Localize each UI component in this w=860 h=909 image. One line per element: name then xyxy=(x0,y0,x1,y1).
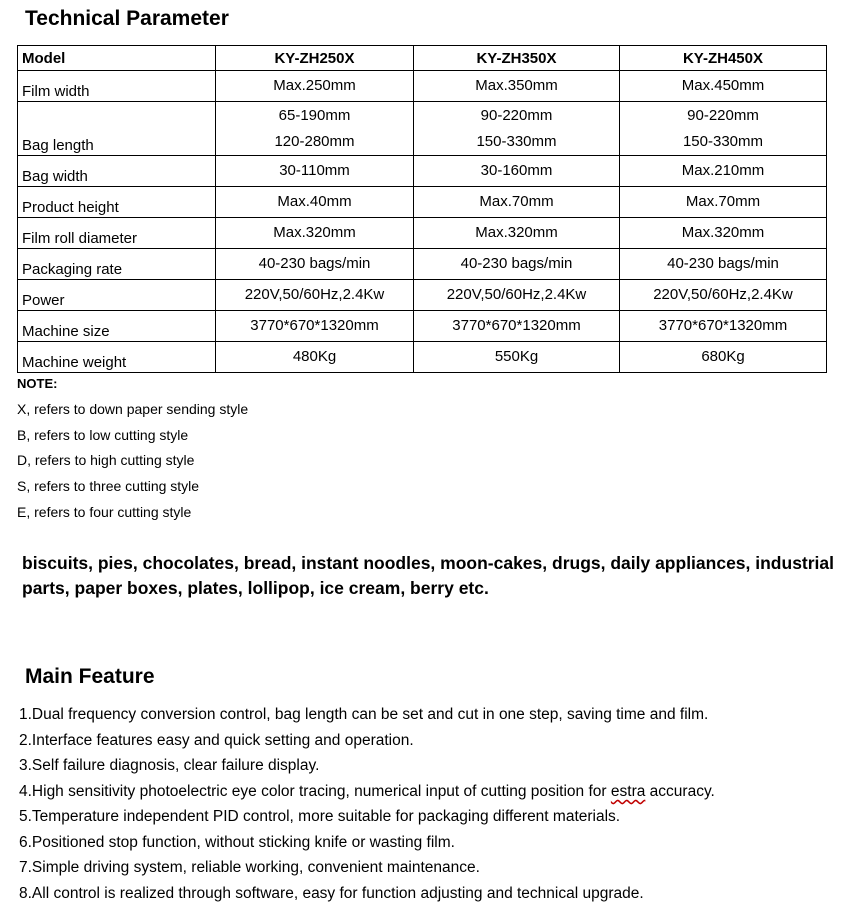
feature-item: 8.All control is realized through software, easy for function adjusting and technical upgrade. xyxy=(19,885,644,902)
column-header-ky-zh350x: KY-ZH350X xyxy=(414,46,620,71)
feature-item: 7.Simple driving system, reliable working, convenient maintenance. xyxy=(19,859,480,876)
spec-cell-value: 65-190mm xyxy=(278,106,351,124)
spec-cell xyxy=(414,280,620,311)
spec-cell-value: Max.320mm xyxy=(475,224,558,241)
spec-cell-value: 40-230 bags/min xyxy=(667,255,779,272)
spec-cell-value: 3770*670*1320mm xyxy=(452,317,581,334)
spec-row-label: Bag width xyxy=(18,156,216,187)
note-item: E, refers to four cutting style xyxy=(17,504,192,520)
spec-row-label: Product height xyxy=(18,187,216,218)
spec-cell xyxy=(216,156,414,187)
spec-cell-value: 150-330mm xyxy=(682,132,764,150)
spec-cell xyxy=(414,102,620,156)
misspelled-word: estra xyxy=(610,783,646,800)
spec-cell-value: 40-230 bags/min xyxy=(460,255,573,272)
spec-row-label: Packaging rate xyxy=(18,249,216,280)
spec-cell-value: Max.250mm xyxy=(273,77,356,94)
spec-cell xyxy=(216,311,414,342)
spec-row-label: Bag length xyxy=(18,102,216,156)
spec-row xyxy=(18,249,827,280)
spec-row xyxy=(18,280,827,311)
spec-cell xyxy=(620,311,827,342)
spec-table xyxy=(17,45,827,373)
spec-row-label: Machine size xyxy=(18,311,216,342)
note-item: S, refers to three cutting style xyxy=(17,478,200,494)
spec-cell xyxy=(620,156,827,187)
spec-cell xyxy=(620,187,827,218)
feature-item: 5.Temperature independent PID control, more suitable for packaging different materials. xyxy=(19,808,621,825)
spec-cell xyxy=(216,249,414,280)
spec-row xyxy=(18,218,827,249)
spec-cell-value: Max.350mm xyxy=(475,77,558,94)
spec-cell xyxy=(620,280,827,311)
spec-cell-value: 220V,50/60Hz,2.4Kw xyxy=(446,286,587,303)
spec-row-label: Power xyxy=(18,280,216,311)
spec-row-label: Film roll diameter xyxy=(18,218,216,249)
spec-cell xyxy=(414,311,620,342)
note-item: X, refers to down paper sending style xyxy=(17,401,249,417)
spec-cell-value: 90-220mm xyxy=(687,106,759,124)
spec-row-label: Film width xyxy=(18,71,216,102)
note-item: B, refers to low cutting style xyxy=(17,427,189,443)
spec-row xyxy=(18,311,827,342)
spec-cell xyxy=(620,102,827,156)
spec-cell xyxy=(414,342,620,373)
spec-cell-value: Max.70mm xyxy=(479,193,554,210)
spec-cell xyxy=(216,342,414,373)
spec-row xyxy=(18,156,827,187)
note-item: D, refers to high cutting style xyxy=(17,452,195,468)
spec-cell xyxy=(620,249,827,280)
spec-cell xyxy=(414,71,620,102)
technical-parameter-title: Technical Parameter xyxy=(25,7,229,30)
spec-cell-value: 120-280mm xyxy=(274,132,355,150)
spec-row xyxy=(18,71,827,102)
spec-row xyxy=(18,342,827,373)
spec-cell-value: 220V,50/60Hz,2.4Kw xyxy=(244,286,385,303)
spec-cell xyxy=(620,342,827,373)
spec-cell-value: 30-110mm xyxy=(279,162,350,179)
feature-item: 2.Interface features easy and quick setting and operation. xyxy=(19,732,414,749)
spec-cell-value: Max.320mm xyxy=(681,224,765,241)
column-header-ky-zh250x: KY-ZH250X xyxy=(216,46,414,71)
spec-cell xyxy=(620,71,827,102)
applications-text: biscuits, pies, chocolates, bread, instant noodles, moon-cakes, drugs, daily appliances, industrial parts, paper boxes, plates, lollipop, ice cream, berry etc. xyxy=(22,553,835,598)
spec-cell-value: 220V,50/60Hz,2.4Kw xyxy=(653,286,793,303)
spec-cell xyxy=(216,187,414,218)
feature-item: 6.Positioned stop function, without sticking knife or wasting film. xyxy=(19,834,455,851)
spec-cell-value: Max.210mm xyxy=(681,162,765,179)
spec-cell-value: Max.40mm xyxy=(277,193,352,210)
feature-item: 1.Dual frequency conversion control, bag length can be set and cut in one step, saving time and film. xyxy=(19,706,709,723)
spec-cell xyxy=(414,218,620,249)
spec-cell-value: 40-230 bags/min xyxy=(258,255,371,272)
feature-item: 3.Self failure diagnosis, clear failure display. xyxy=(19,757,320,774)
spec-cell-value: 550Kg xyxy=(494,348,539,365)
spec-cell xyxy=(216,71,414,102)
spec-cell xyxy=(216,218,414,249)
spec-cell xyxy=(414,156,620,187)
note-heading: NOTE: xyxy=(17,376,58,391)
spec-row-label: Machine weight xyxy=(18,342,216,373)
spec-cell xyxy=(620,218,827,249)
feature-item: 4.High sensitivity photoelectric eye color tracing, numerical input of cutting position for estra accuracy. xyxy=(19,783,715,800)
spec-cell xyxy=(216,280,414,311)
spec-cell xyxy=(216,102,414,156)
main-feature-title: Main Feature xyxy=(25,665,155,688)
spec-cell-value: 3770*670*1320mm xyxy=(658,317,788,334)
spec-cell-value: 30-160mm xyxy=(480,162,553,179)
spec-cell-value: Max.450mm xyxy=(681,77,765,94)
spec-cell-value: Max.320mm xyxy=(273,224,356,241)
spec-cell-value: 150-330mm xyxy=(476,132,557,150)
spec-cell xyxy=(414,187,620,218)
spec-cell-value: 680Kg xyxy=(701,348,745,365)
spec-cell-value: 480Kg xyxy=(292,348,337,365)
spec-cell-value: 90-220mm xyxy=(480,106,553,124)
column-header-model: Model xyxy=(18,46,216,71)
spec-cell-value: 3770*670*1320mm xyxy=(250,317,379,334)
spec-table-header-row xyxy=(18,46,827,71)
spec-cell-value: Max.70mm xyxy=(685,193,761,210)
spec-cell xyxy=(414,249,620,280)
column-header-ky-zh450x: KY-ZH450X xyxy=(620,46,827,71)
spec-row xyxy=(18,102,827,156)
spec-row xyxy=(18,187,827,218)
